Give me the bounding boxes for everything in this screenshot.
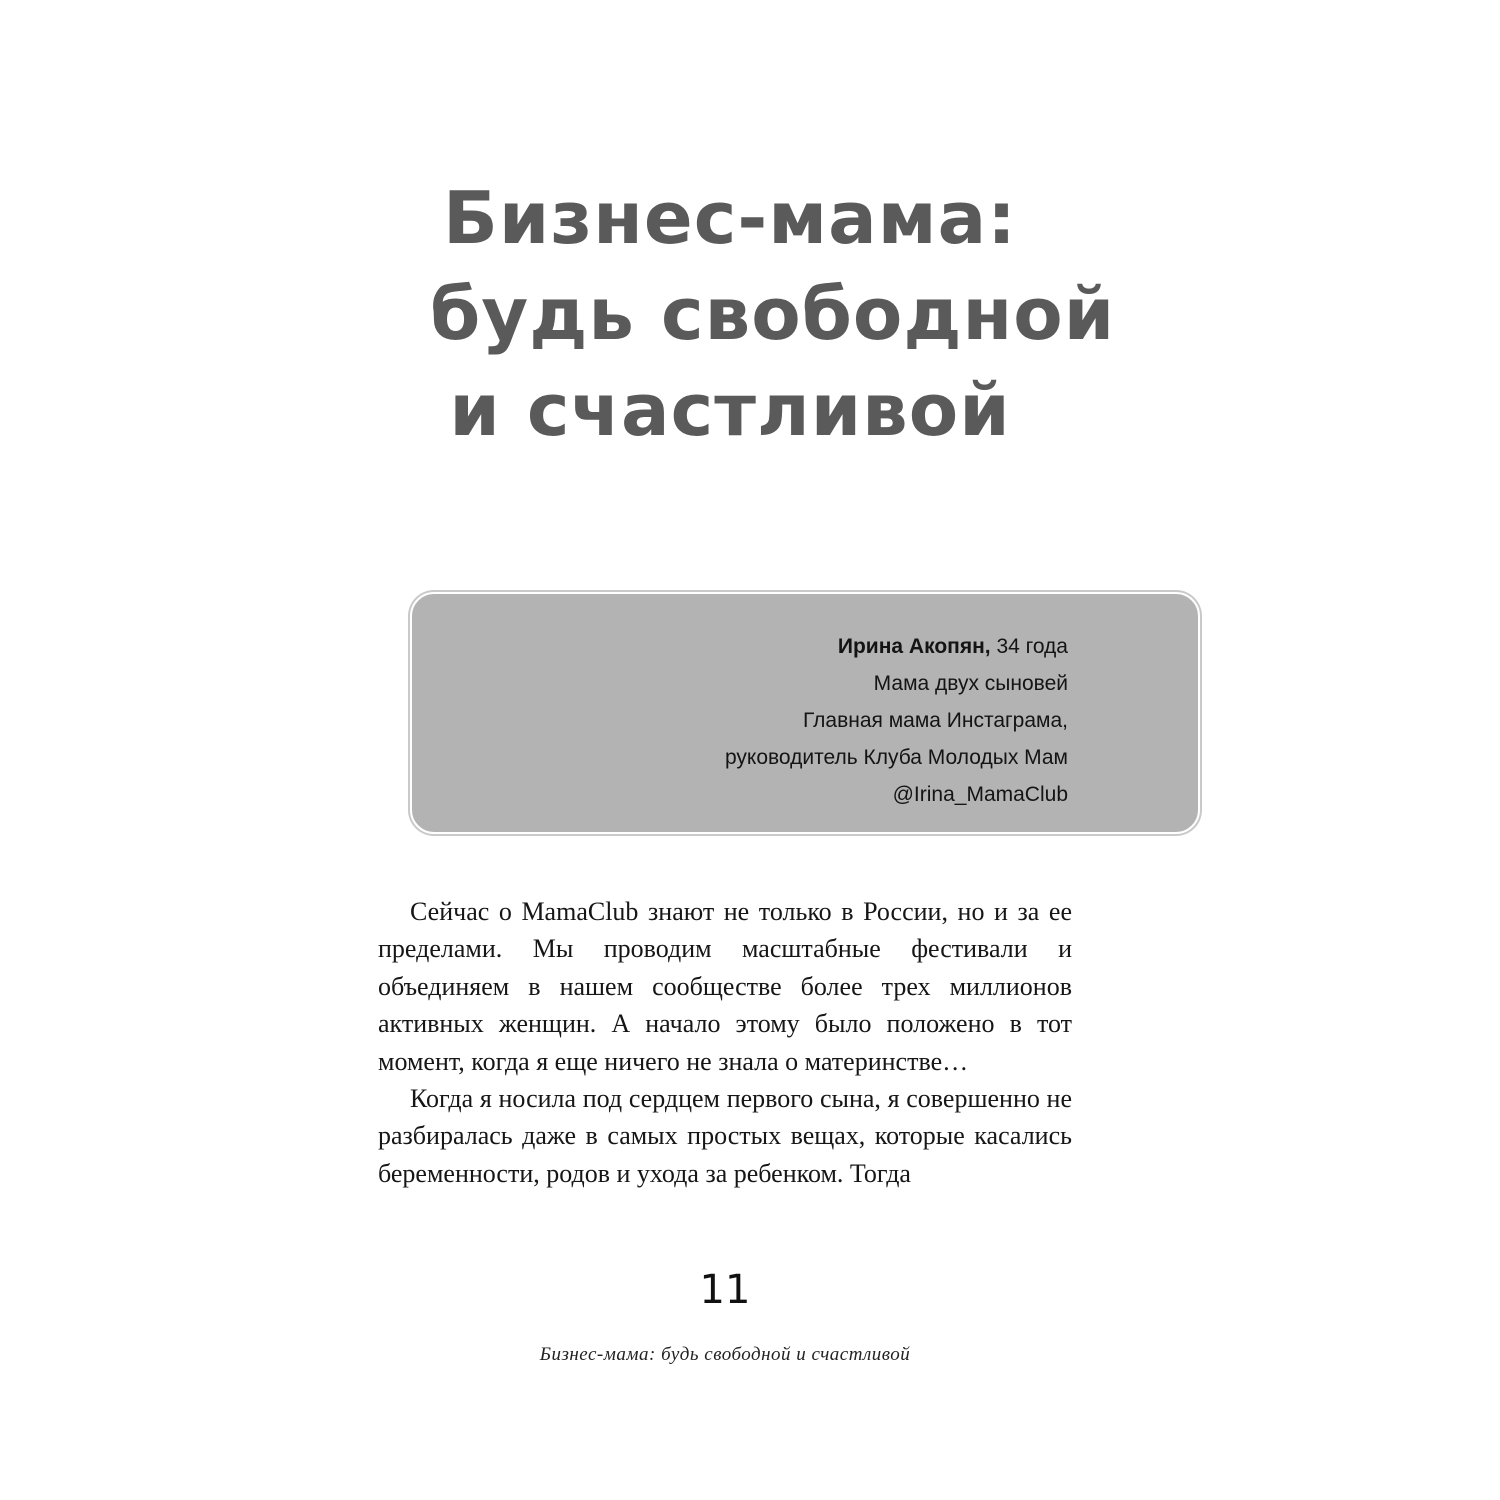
author-age: 34 года <box>990 635 1068 658</box>
body-text <box>378 893 1072 1192</box>
body-paragraph-2: Когда я носила под сердцем первого сына, я совершенно не разбиралась даже в самых простых вещах, которые касались беременности, родов и ухода за ребенком. Тогда <box>378 1084 1072 1188</box>
author-info-lines <box>725 628 1068 813</box>
author-info-box <box>410 592 1200 834</box>
author-detail-2: Главная мама Инстаграма, <box>802 709 1068 732</box>
author-handle: @Irina_MamaClub <box>892 783 1068 806</box>
author-name: Ирина Акопян, <box>837 635 991 658</box>
body-paragraph-1: Сейчас о MamaClub знают не только в России, но и за ее пределами. Мы проводим масштабные фестивали и объединяем в нашем сообществе более трех миллионов активных женщин. А начало этому было положено в тот момент, когда я еще ничего не знала о материнстве… <box>378 897 1072 1076</box>
chapter-title-line-2: будь свободной <box>430 272 1116 356</box>
chapter-title-line-1: Бизнес-мама: <box>443 176 1017 260</box>
page-number: 11 <box>699 1267 751 1313</box>
author-detail-3: руководитель Клуба Молодых Мам <box>724 746 1068 769</box>
chapter-title-line-3: и счастливой <box>449 368 1011 452</box>
author-detail-1: Мама двух сыновей <box>873 672 1068 695</box>
chapter-title <box>430 170 1116 458</box>
running-footer: Бизнес-мама: будь свободной и счастливой <box>539 1344 911 1365</box>
author-name-line <box>725 628 1068 665</box>
